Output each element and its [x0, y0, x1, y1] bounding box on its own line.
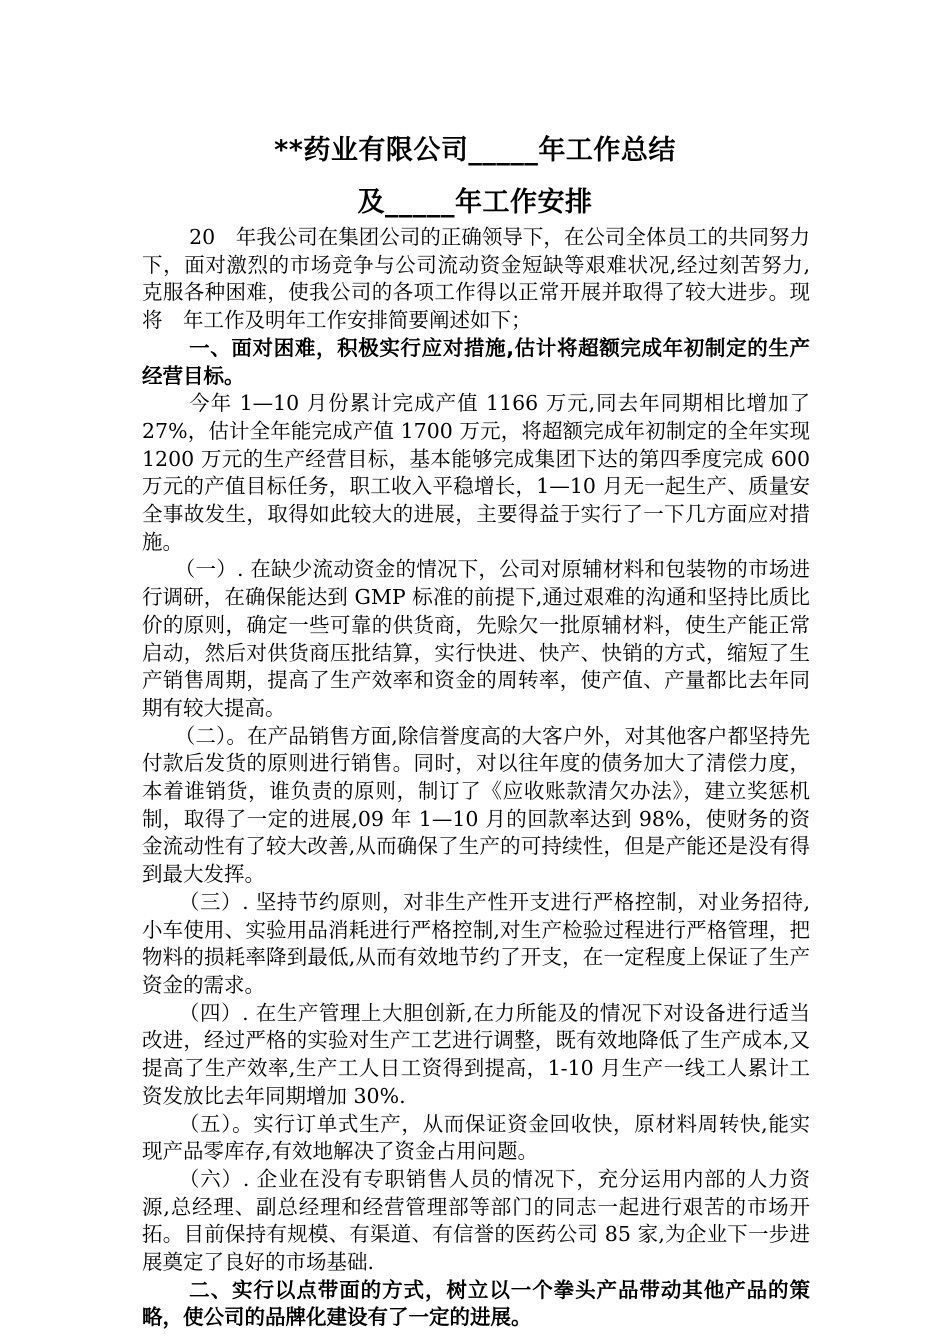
list-item-measure-3: （三）. 坚持节约原则，对非生产性开支进行严格控制，对业务招待,小车使用、实验用品消耗进行严格控制,对生产检验过程进行严格管理，把物料的损耗率降到最低,从而有效地节约了开支，在一定程度上保证了生产资金的需求。	[142, 889, 810, 997]
list-item-measure-5: （五）。实行订单式生产，从而保证资金回收快，原材料周转快,能实现产品零库存,有效地解决了资金占用问题。	[142, 1111, 810, 1164]
list-item-measure-2: （二）。在产品销售方面,除信誉度高的大客户外，对其他客户都坚持先付款后发货的原则进行销售。同时，对以往年度的债务加大了清偿力度，本着谁销货，谁负责的原则，制订了《应收账款清欠办法》，建立奖惩机制，取得了一定的进展,09 年 1—10 月的回款率达到 98%，使财务的资金流动性有了较大改善,从而确保了生产的可持续性，但是产能还是没有得到最大发挥。	[142, 723, 810, 887]
list-item-measure-4: （四）. 在生产管理上大胆创新,在力所能及的情况下对设备进行适当改进，经过严格的实验对生产工艺进行调整，既有效地降低了生产成本,又提高了生产效率,生产工人日工资得到提高，1-10 月生产一线工人累计工资发放比去年同期增加 30%.	[142, 1000, 810, 1108]
document-title-line1: **药业有限公司_____年工作总结	[274, 135, 676, 166]
list-item-measure-6: （六）. 企业在没有专职销售人员的情况下，充分运用内部的人力资源,总经理、副总经理和经营管理部等部门的同志一起进行艰苦的市场开拓。目前保持有规模、有渠道、有信誉的医药公司 85 家,为企业下一步进展奠定了良好的市场基础.	[142, 1166, 810, 1275]
section-heading-1: 一、面对困难，积极实行应对措施,估计将超额完成年初制定的生产经营目标。	[142, 335, 810, 388]
section-heading-2: 二、实行以点带面的方式，树立以一个拳头产品带动其他产品的策略，使公司的品牌化建设有了一定的进展。	[142, 1277, 810, 1330]
intro-paragraph: 20 年我公司在集团公司的正确领导下，在公司全体员工的共同努力下，面对激烈的市场竞争与公司流动资金短缺等艰难状况,经过刻苦努力,克服各种困难，使我公司的各项工作得以正常开展并取得了较大进步。现将 年工作及明年工作安排简要阐述如下；	[142, 225, 810, 333]
document-title-line2: 及_____年工作安排	[357, 187, 593, 218]
list-item-measure-1: （一）. 在缺少流动资金的情况下，公司对原辅材料和包装物的市场进行调研，在确保能达到 GMP 标准的前提下,通过艰难的沟通和坚持比质比价的原则，确定一些可靠的供货商，先赊欠一批原辅材料，使生产能正常启动，然后对供货商压批结算，实行快进、快产、快销的方式，缩短了生产销售周期，提高了生产效率和资金的周转率，使产值、产量都比去年同期有较大提高。	[142, 557, 810, 720]
paragraph-production-results: 今年 1—10 月份累计完成产值 1166 万元,同去年同期相比增加了 27%，估计全年能完成产值 1700 万元，将超额完成年初制定的全年实现 1200 万元的生产经营目标，基本能够完成集团下达的第四季度完成 600 万元的产值目标任务，职工收入平稳增长，1—10 月无一起生产、质量安全事故发生，取得如此较大的进展，主要得益于实行了一下几方面应对措施。	[142, 391, 810, 554]
document-body	[142, 224, 810, 1332]
